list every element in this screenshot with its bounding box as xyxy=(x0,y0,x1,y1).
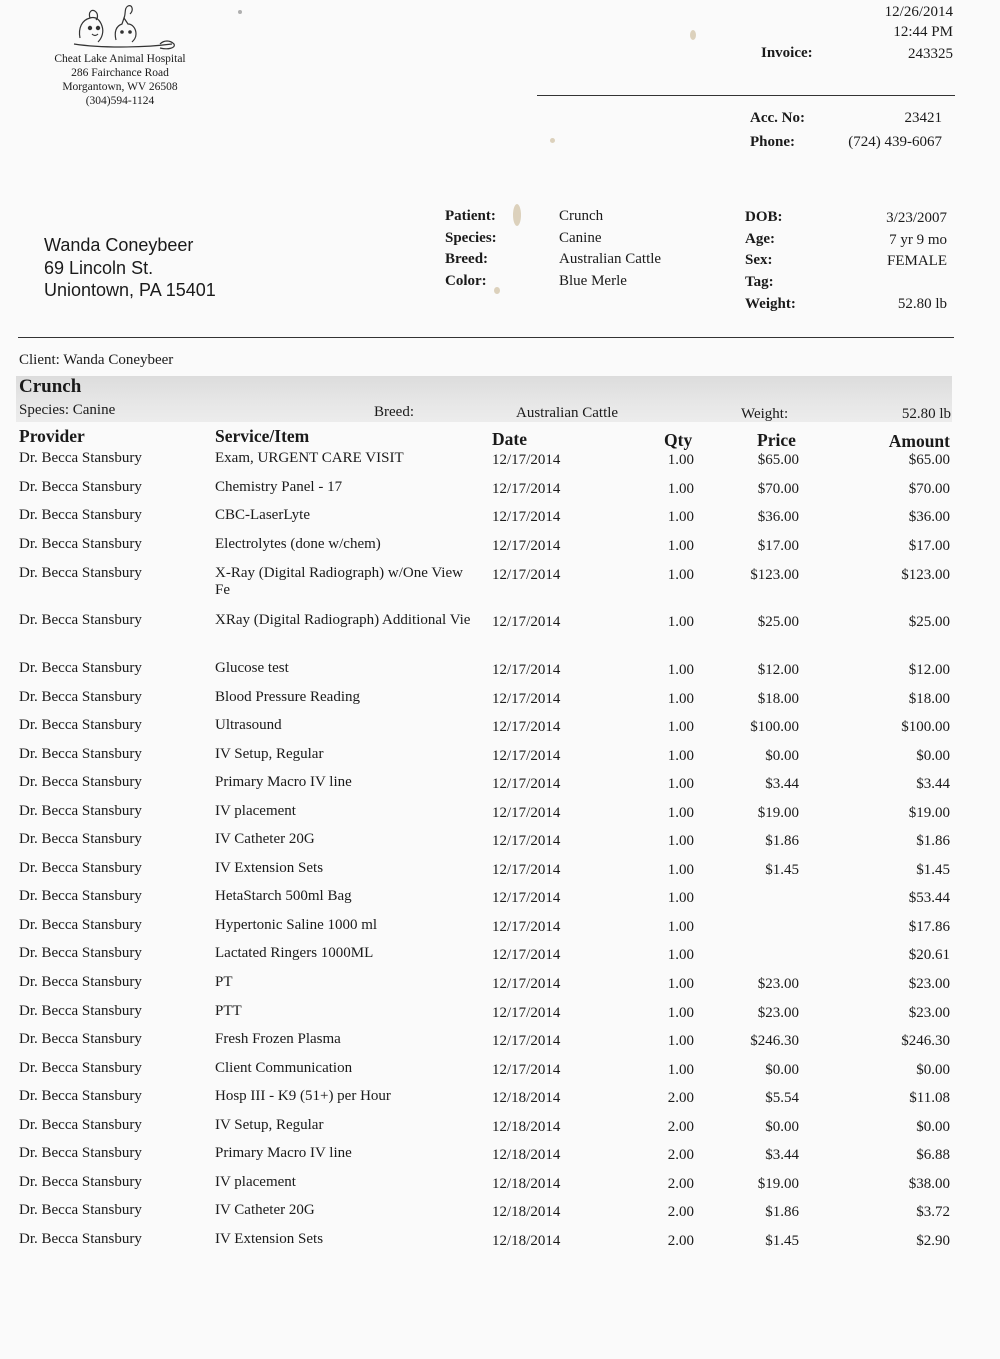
row-service: IV Catheter 20G xyxy=(215,1202,315,1218)
patient-breed: Australian Cattle xyxy=(559,251,662,267)
row-service: Client Communication xyxy=(215,1060,353,1076)
row-date: 12/17/2014 xyxy=(492,890,561,906)
row-provider: Dr. Becca Stansbury xyxy=(19,507,142,523)
row-date: 12/17/2014 xyxy=(492,805,561,821)
row-date: 12/17/2014 xyxy=(492,538,561,554)
row-service: IV Setup, Regular xyxy=(215,1117,324,1133)
column-header-price: Price xyxy=(757,430,796,450)
client-line: Client: Wanda Coneybeer xyxy=(19,352,174,368)
patient-name: Crunch xyxy=(559,208,604,224)
patient-age: 7 yr 9 mo xyxy=(889,232,947,248)
hospital-name: Cheat Lake Animal Hospital xyxy=(54,53,186,65)
row-price: $0.00 xyxy=(765,748,799,764)
color-label: Color: xyxy=(445,273,487,289)
row-amount: $123.00 xyxy=(901,567,950,583)
row-amount: $65.00 xyxy=(908,452,950,468)
row-service: PT xyxy=(215,974,233,990)
row-amount: $0.00 xyxy=(916,748,950,764)
row-qty: 2.00 xyxy=(667,1147,694,1163)
patient-weight: 52.80 lb xyxy=(897,296,947,312)
row-amount: $3.44 xyxy=(916,776,950,792)
row-amount: $12.00 xyxy=(908,662,950,678)
row-amount: $19.00 xyxy=(908,805,950,821)
hospital-logo-icon xyxy=(60,4,180,52)
row-amount: $246.30 xyxy=(901,1033,950,1049)
row-amount: $3.72 xyxy=(916,1204,950,1220)
client-address xyxy=(44,234,216,302)
scan-spot xyxy=(238,10,242,14)
row-qty: 2.00 xyxy=(667,1119,694,1135)
row-provider: Dr. Becca Stansbury xyxy=(19,774,142,790)
row-qty: 1.00 xyxy=(667,567,694,583)
hospital-phone: (304)594-1124 xyxy=(85,95,155,107)
hospital-address-line2: Morgantown, WV 26508 xyxy=(62,81,178,93)
row-price: $65.00 xyxy=(757,452,799,468)
row-price: $1.86 xyxy=(765,833,799,849)
row-qty: 1.00 xyxy=(667,662,694,678)
row-qty: 1.00 xyxy=(667,919,694,935)
row-provider: Dr. Becca Stansbury xyxy=(19,717,142,733)
row-qty: 1.00 xyxy=(667,1005,694,1021)
row-date: 12/17/2014 xyxy=(492,509,561,525)
row-provider: Dr. Becca Stansbury xyxy=(19,1231,142,1247)
row-amount: $1.45 xyxy=(916,862,950,878)
row-amount: $70.00 xyxy=(908,481,950,497)
row-date: 12/17/2014 xyxy=(492,452,561,468)
patient-color: Blue Merle xyxy=(559,273,627,289)
row-price: $25.00 xyxy=(757,614,799,630)
row-date: 12/17/2014 xyxy=(492,748,561,764)
row-date: 12/17/2014 xyxy=(492,1033,561,1049)
row-service: Lactated Ringers 1000ML xyxy=(215,945,374,961)
row-price: $23.00 xyxy=(757,976,799,992)
row-service: Electrolytes (done w/chem) xyxy=(215,536,381,552)
row-provider: Dr. Becca Stansbury xyxy=(19,1174,142,1190)
row-date: 12/17/2014 xyxy=(492,662,561,678)
row-service: CBC-LaserLyte xyxy=(215,507,310,523)
patient-band xyxy=(16,376,952,422)
row-date: 12/17/2014 xyxy=(492,776,561,792)
column-header-provider: Provider xyxy=(19,426,85,446)
row-qty: 1.00 xyxy=(667,976,694,992)
row-qty: 2.00 xyxy=(667,1204,694,1220)
divider xyxy=(537,95,955,96)
row-service: XRay (Digital Radiograph) Additional Vie xyxy=(215,612,471,628)
row-qty: 1.00 xyxy=(667,805,694,821)
column-header-service: Service/Item xyxy=(215,426,310,446)
invoice-number: 243325 xyxy=(908,46,953,62)
row-amount: $100.00 xyxy=(901,719,950,735)
row-qty: 1.00 xyxy=(667,614,694,630)
row-amount: $6.88 xyxy=(916,1147,950,1163)
row-amount: $1.86 xyxy=(916,833,950,849)
row-amount: $53.44 xyxy=(908,890,950,906)
row-amount: $25.00 xyxy=(908,614,950,630)
band-species: Species: Canine xyxy=(19,402,116,418)
row-service: Fresh Frozen Plasma xyxy=(215,1031,341,1047)
row-price: $3.44 xyxy=(765,1147,799,1163)
row-provider: Dr. Becca Stansbury xyxy=(19,689,142,705)
row-service: HetaStarch 500ml Bag xyxy=(215,888,352,904)
row-service: Primary Macro IV line xyxy=(215,774,352,790)
row-date: 12/18/2014 xyxy=(492,1176,561,1192)
row-price: $1.45 xyxy=(765,862,799,878)
row-date: 12/17/2014 xyxy=(492,691,561,707)
row-qty: 1.00 xyxy=(667,719,694,735)
row-price: $100.00 xyxy=(750,719,799,735)
scan-spot xyxy=(690,30,696,40)
row-date: 12/17/2014 xyxy=(492,919,561,935)
row-price: $19.00 xyxy=(757,1176,799,1192)
breed-label: Breed: xyxy=(445,251,489,267)
row-price: $1.86 xyxy=(765,1204,799,1220)
row-amount: $20.61 xyxy=(908,947,950,963)
row-service: Blood Pressure Reading xyxy=(215,689,360,705)
row-qty: 1.00 xyxy=(667,833,694,849)
row-provider: Dr. Becca Stansbury xyxy=(19,1031,142,1047)
row-price: $19.00 xyxy=(757,805,799,821)
band-weight: 52.80 lb xyxy=(901,406,951,422)
row-amount: $38.00 xyxy=(908,1176,950,1192)
scan-spot xyxy=(550,138,555,143)
row-date: 12/17/2014 xyxy=(492,481,561,497)
patient-dob: 3/23/2007 xyxy=(886,210,947,226)
row-date: 12/17/2014 xyxy=(492,862,561,878)
row-provider: Dr. Becca Stansbury xyxy=(19,479,142,495)
row-service: IV placement xyxy=(215,803,296,819)
row-provider: Dr. Becca Stansbury xyxy=(19,1117,142,1133)
row-provider: Dr. Becca Stansbury xyxy=(19,860,142,876)
row-provider: Dr. Becca Stansbury xyxy=(19,1088,142,1104)
row-price: $17.00 xyxy=(757,538,799,554)
row-price: $1.45 xyxy=(765,1233,799,1249)
row-provider: Dr. Becca Stansbury xyxy=(19,1060,142,1076)
row-qty: 2.00 xyxy=(667,1233,694,1249)
row-provider: Dr. Becca Stansbury xyxy=(19,1202,142,1218)
row-qty: 1.00 xyxy=(667,481,694,497)
row-service: Ultrasound xyxy=(215,717,282,733)
row-date: 12/17/2014 xyxy=(492,1062,561,1078)
row-price: $123.00 xyxy=(750,567,799,583)
row-amount: $18.00 xyxy=(908,691,950,707)
client-name: Wanda Coneybeer xyxy=(44,235,194,255)
patient-sex: FEMALE xyxy=(887,253,947,269)
hospital-info xyxy=(30,52,210,108)
row-date: 12/17/2014 xyxy=(492,719,561,735)
row-price: $18.00 xyxy=(757,691,799,707)
client-city: Uniontown, PA 15401 xyxy=(44,280,216,300)
row-date: 12/17/2014 xyxy=(492,833,561,849)
row-date: 12/18/2014 xyxy=(492,1204,561,1220)
row-provider: Dr. Becca Stansbury xyxy=(19,974,142,990)
row-amount: $17.00 xyxy=(908,538,950,554)
row-provider: Dr. Becca Stansbury xyxy=(19,660,142,676)
row-qty: 1.00 xyxy=(667,776,694,792)
row-qty: 1.00 xyxy=(667,1033,694,1049)
row-price: $36.00 xyxy=(757,509,799,525)
row-date: 12/17/2014 xyxy=(492,614,561,630)
row-qty: 1.00 xyxy=(667,862,694,878)
row-qty: 1.00 xyxy=(667,947,694,963)
divider xyxy=(18,337,954,338)
row-date: 12/18/2014 xyxy=(492,1119,561,1135)
row-service: IV placement xyxy=(215,1174,296,1190)
row-price: $0.00 xyxy=(765,1062,799,1078)
age-label: Age: xyxy=(745,231,775,247)
row-provider: Dr. Becca Stansbury xyxy=(19,917,142,933)
row-date: 12/17/2014 xyxy=(492,947,561,963)
client-phone: (724) 439-6067 xyxy=(848,134,942,150)
row-amount: $23.00 xyxy=(908,1005,950,1021)
row-date: 12/17/2014 xyxy=(492,567,561,583)
row-service: IV Extension Sets xyxy=(215,860,324,876)
invoice-label: Invoice: xyxy=(761,45,813,61)
sex-label: Sex: xyxy=(745,252,773,268)
band-breed-label: Breed: xyxy=(374,404,414,420)
patient-label: Patient: xyxy=(445,208,496,224)
row-amount: $0.00 xyxy=(916,1119,950,1135)
row-service: Hosp III - K9 (51+) per Hour xyxy=(215,1088,391,1104)
row-service: IV Catheter 20G xyxy=(215,831,315,847)
row-price: $0.00 xyxy=(765,1119,799,1135)
row-provider: Dr. Becca Stansbury xyxy=(19,746,142,762)
row-qty: 1.00 xyxy=(667,509,694,525)
patient-species: Canine xyxy=(559,230,602,246)
row-price: $3.44 xyxy=(765,776,799,792)
row-service: IV Setup, Regular xyxy=(215,746,324,762)
row-date: 12/17/2014 xyxy=(492,1005,561,1021)
row-provider: Dr. Becca Stansbury xyxy=(19,888,142,904)
row-service: PTT xyxy=(215,1003,242,1019)
row-qty: 2.00 xyxy=(667,1090,694,1106)
row-amount: $23.00 xyxy=(908,976,950,992)
phone-label: Phone: xyxy=(750,134,795,150)
row-price: $5.54 xyxy=(765,1090,799,1106)
row-provider: Dr. Becca Stansbury xyxy=(19,565,142,581)
column-header-qty: Qty xyxy=(664,430,693,450)
row-service: Primary Macro IV line xyxy=(215,1145,352,1161)
species-label: Species: xyxy=(445,230,497,246)
row-provider: Dr. Becca Stansbury xyxy=(19,612,142,628)
row-qty: 1.00 xyxy=(667,890,694,906)
band-patient-name: Crunch xyxy=(19,376,82,397)
account-number: 23421 xyxy=(904,110,942,126)
row-qty: 1.00 xyxy=(667,452,694,468)
row-service: Glucose test xyxy=(215,660,289,676)
row-price: $70.00 xyxy=(757,481,799,497)
row-amount: $2.90 xyxy=(916,1233,950,1249)
row-service: Chemistry Panel - 17 xyxy=(215,479,343,495)
invoice-date: 12/26/2014 xyxy=(884,4,953,20)
row-service: X-Ray (Digital Radiograph) w/One View Fe xyxy=(215,565,463,598)
invoice-time: 12:44 PM xyxy=(893,24,953,40)
row-provider: Dr. Becca Stansbury xyxy=(19,945,142,961)
row-service: Exam, URGENT CARE VISIT xyxy=(215,450,404,466)
account-label: Acc. No: xyxy=(750,110,805,126)
row-amount: $36.00 xyxy=(908,509,950,525)
row-qty: 1.00 xyxy=(667,748,694,764)
scan-spot xyxy=(513,204,521,226)
row-qty: 1.00 xyxy=(667,691,694,707)
tag-label: Tag: xyxy=(745,274,774,290)
column-header-amount: Amount xyxy=(888,431,950,451)
row-provider: Dr. Becca Stansbury xyxy=(19,1003,142,1019)
band-weight-label: Weight: xyxy=(741,406,789,422)
column-header-date: Date xyxy=(492,429,527,449)
row-price: $23.00 xyxy=(757,1005,799,1021)
dob-label: DOB: xyxy=(745,209,783,225)
row-service: IV Extension Sets xyxy=(215,1231,324,1247)
row-qty: 1.00 xyxy=(667,538,694,554)
row-date: 12/18/2014 xyxy=(492,1147,561,1163)
row-qty: 1.00 xyxy=(667,1062,694,1078)
row-date: 12/17/2014 xyxy=(492,976,561,992)
row-date: 12/18/2014 xyxy=(492,1090,561,1106)
row-provider: Dr. Becca Stansbury xyxy=(19,831,142,847)
row-service: Hypertonic Saline 1000 ml xyxy=(215,917,378,933)
client-street: 69 Lincoln St. xyxy=(44,257,154,278)
hospital-address-line1: 286 Fairchance Road xyxy=(71,67,169,79)
row-price: $12.00 xyxy=(757,662,799,678)
row-provider: Dr. Becca Stansbury xyxy=(19,450,142,466)
weight-label: Weight: xyxy=(745,296,796,312)
row-provider: Dr. Becca Stansbury xyxy=(19,803,142,819)
row-amount: $0.00 xyxy=(916,1062,950,1078)
row-provider: Dr. Becca Stansbury xyxy=(19,536,142,552)
row-qty: 2.00 xyxy=(667,1176,694,1192)
row-price: $246.30 xyxy=(750,1033,799,1049)
scan-spot xyxy=(494,287,500,294)
row-provider: Dr. Becca Stansbury xyxy=(19,1145,142,1161)
row-amount: $17.86 xyxy=(908,919,950,935)
row-date: 12/18/2014 xyxy=(492,1233,561,1249)
row-amount: $11.08 xyxy=(909,1090,950,1106)
band-breed: Australian Cattle xyxy=(516,405,619,421)
